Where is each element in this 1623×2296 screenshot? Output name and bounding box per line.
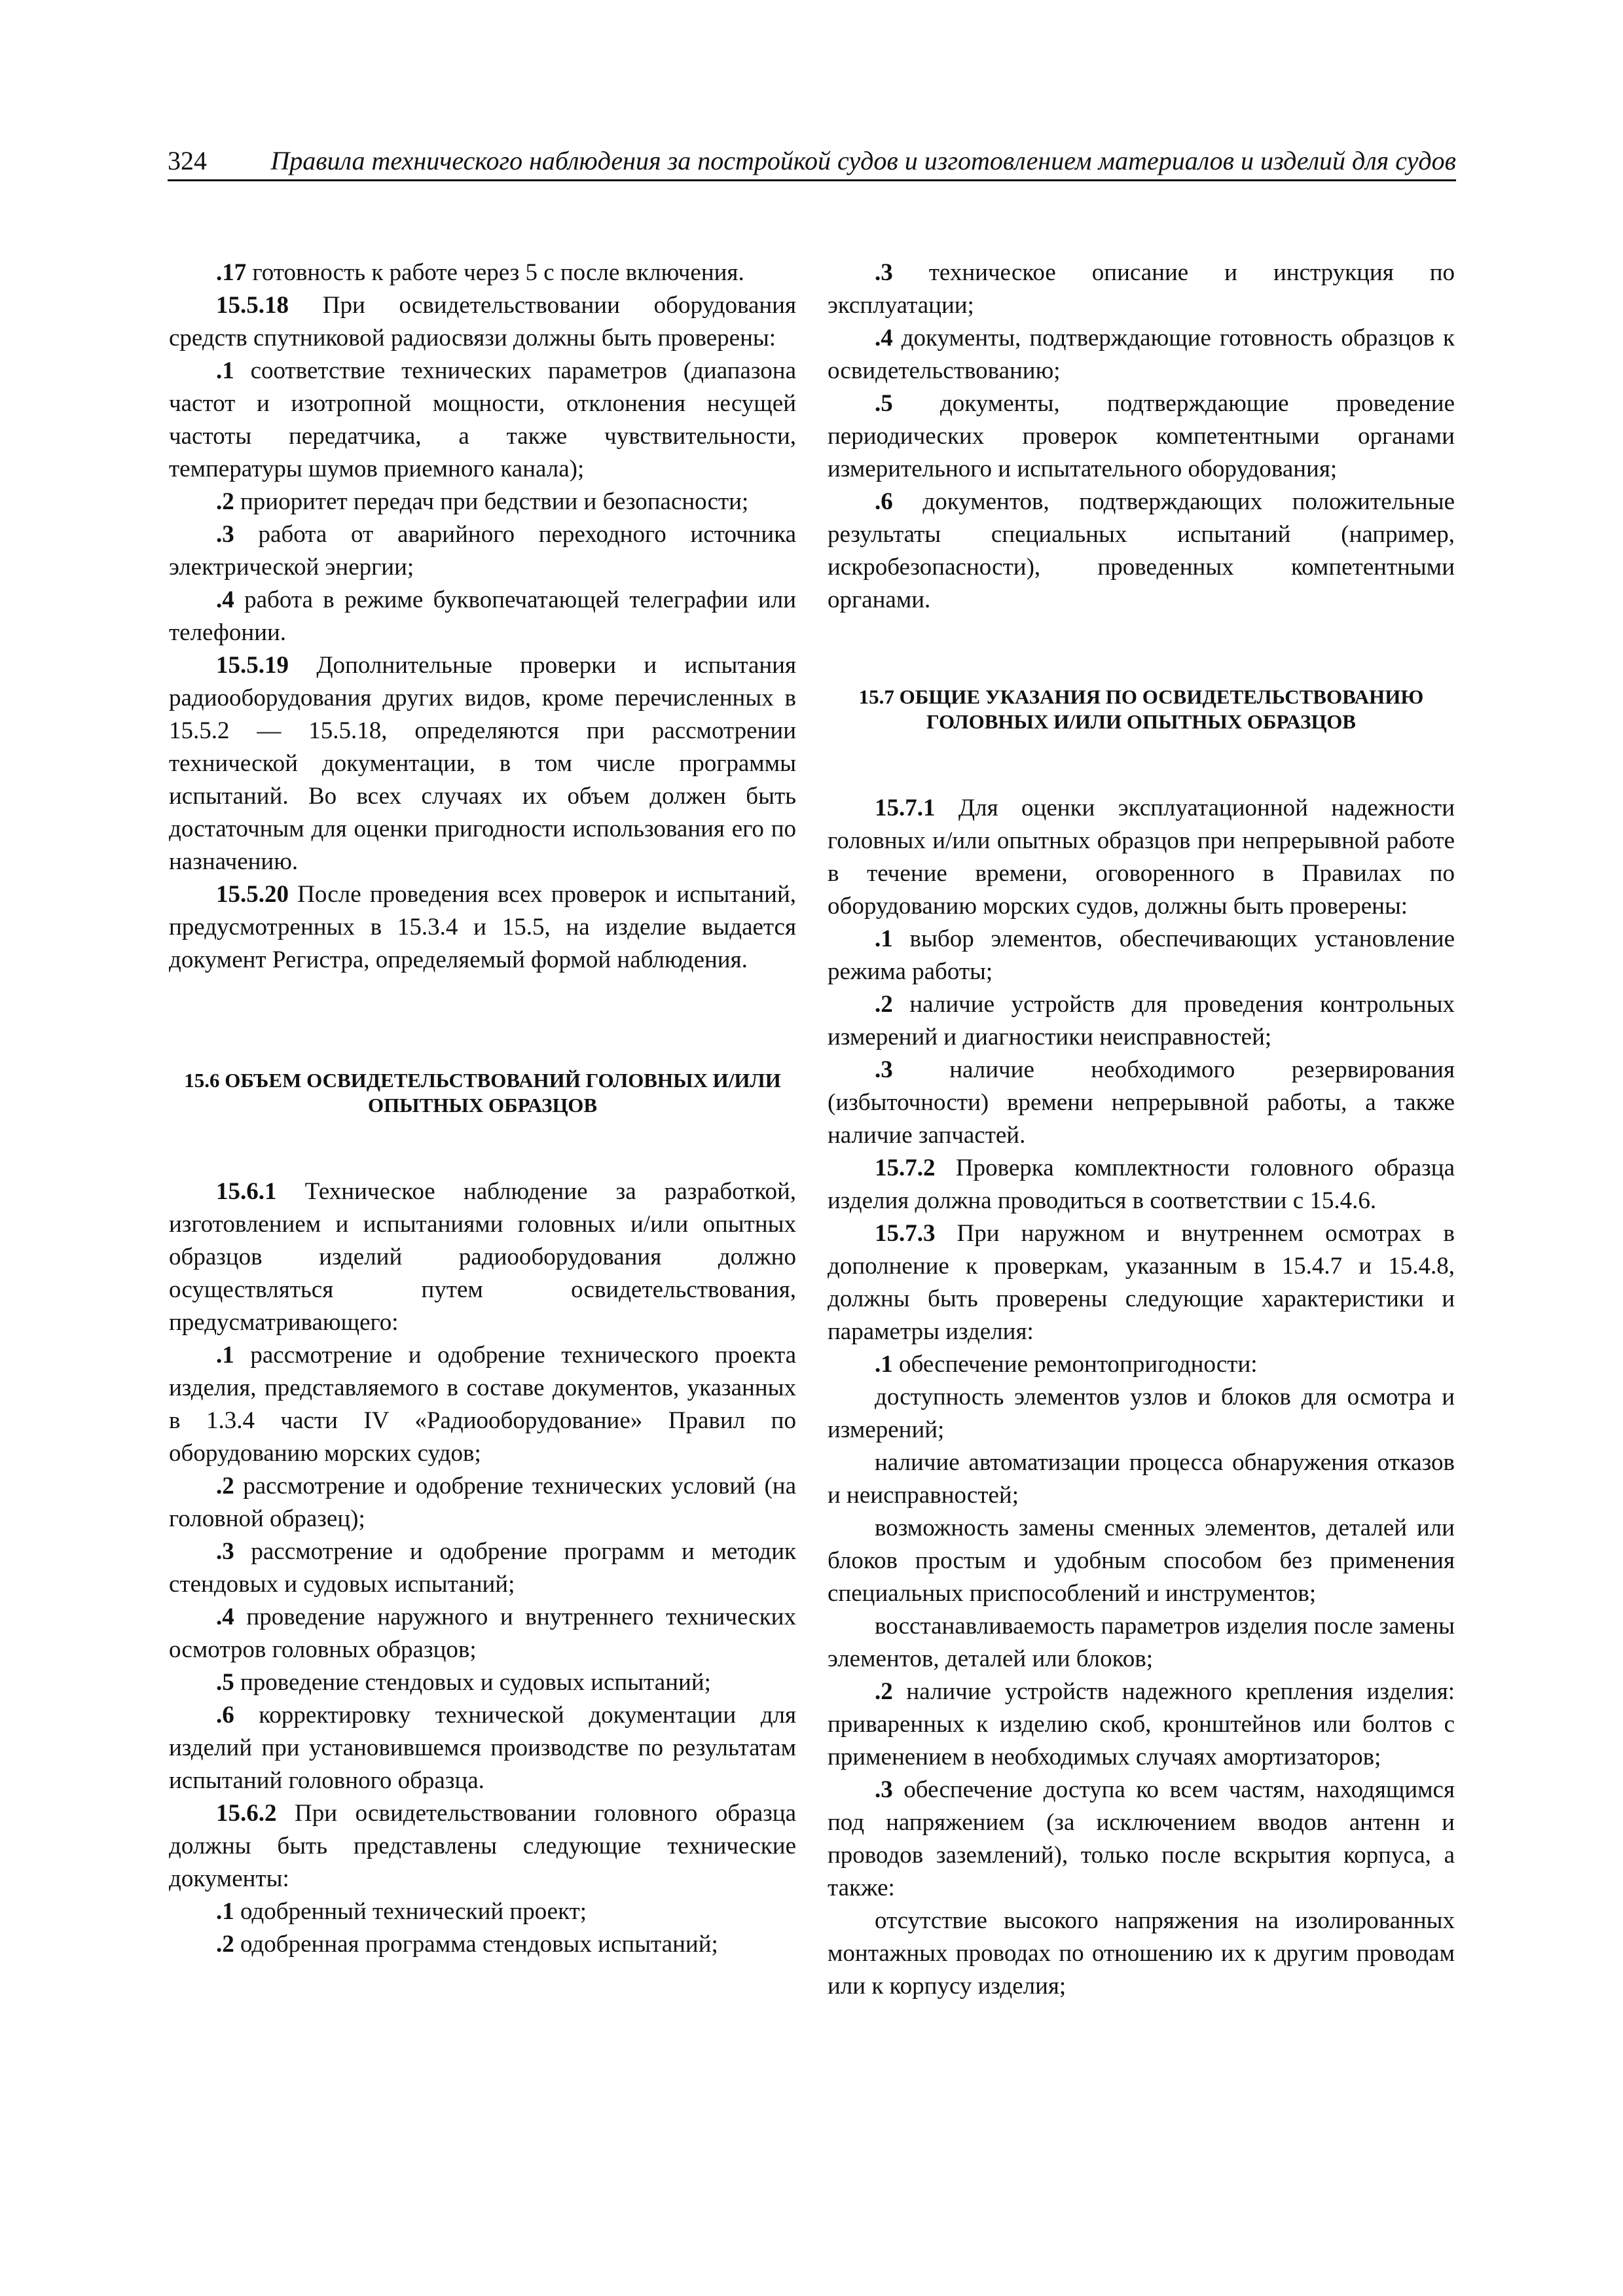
clause-number: 15.7.1: [875, 795, 936, 821]
item-number: .3: [875, 259, 893, 286]
paragraph-text: одобренная программа стендовых испытаний;: [234, 1931, 718, 1958]
section-heading-15-7: 15.7 ОБЩИЕ УКАЗАНИЯ ПО ОСВИДЕТЕЛЬСТВОВАНИЮ ГОЛОВНЫХ И/ИЛИ ОПЫТНЫХ ОБРАЗЦОВ: [858, 685, 1424, 733]
clause-number: 15.5.18: [216, 292, 289, 319]
paragraph: [169, 1699, 796, 1797]
paragraph-text: отсутствие высокого напряжения на изолированных монтажных проводах по отношению их к другим проводам или к корпусу изделия;: [828, 1907, 1455, 2000]
paragraph-text: Техническое наблюдение за разработкой, изготовлением и испытаниями головных и/или опытных образцов изделий радиооборудования должно осуществляться путем освидетельствования, предусматривающего:: [169, 1178, 796, 1336]
paragraph: [828, 486, 1455, 617]
paragraph-text: обеспечение доступа ко всем частям, находящимся под напряжением (за исключением вводов антенн и проводов заземлений), только после вскрытия корпуса, а также:: [828, 1776, 1455, 1901]
item-number: .2: [875, 991, 893, 1018]
paragraph: [169, 1666, 796, 1699]
item-number: .3: [875, 1056, 893, 1083]
paragraph-text: наличие автоматизации процесса обнаружения отказов и неисправностей;: [828, 1449, 1455, 1509]
paragraph: [828, 1054, 1455, 1152]
page-number: 324: [168, 146, 207, 175]
paragraph-text: При освидетельствовании оборудования средств спутниковой радиосвязи должны быть проверены:: [169, 292, 796, 351]
paragraph-text: наличие необходимого резервирования (избыточности) времени непрерывной работы, а также наличие запчастей.: [828, 1056, 1455, 1149]
paragraph-text: документы, подтверждающие проведение периодических проверок компетентными органами измерительного и испытательного оборудования;: [828, 390, 1455, 482]
item-number: .4: [216, 586, 234, 613]
paragraph-text: рассмотрение и одобрение технических условий (на головной образец);: [169, 1473, 796, 1532]
paragraph: [169, 1928, 796, 1961]
paragraph: [828, 923, 1455, 988]
item-number: .2: [216, 1473, 234, 1499]
clause-number: 15.6.1: [216, 1178, 277, 1205]
paragraph: [169, 257, 796, 289]
paragraph: [169, 1601, 796, 1666]
paragraph-text: рассмотрение и одобрение программ и методик стендовых и судовых испытаний;: [169, 1538, 796, 1598]
clause-number: 15.5.20: [216, 881, 289, 908]
paragraph: [828, 257, 1455, 322]
paragraph: [169, 1175, 796, 1339]
paragraph: [828, 1905, 1455, 2003]
paragraph-text: проведение наружного и внутреннего технических осмотров головных образцов;: [169, 1604, 796, 1663]
item-number: .3: [216, 1538, 234, 1565]
paragraph: [169, 1895, 796, 1928]
paragraph-text: документы, подтверждающие готовность образцов к освидетельствованию;: [828, 325, 1455, 384]
item-number: .2: [216, 488, 234, 515]
paragraph-text: Для оценки эксплуатационной надежности головных и/или опытных образцов при непрерывной работе в течение времени, оговоренного в Правилах по оборудованию морских судов, должны быть проверены:: [828, 795, 1455, 920]
paragraph-text: Проверка комплектности головного образца изделия должна проводиться в соответствии с 15.4.6.: [828, 1155, 1455, 1214]
paragraph: [169, 486, 796, 518]
item-number: .1: [216, 357, 234, 384]
running-title: Правила технического наблюдения за постройкой судов и изготовлением материалов и изделий для судов: [270, 146, 1456, 175]
left-column: [169, 257, 796, 1961]
paragraph-text: работа в режиме буквопечатающей телеграфии или телефонии.: [169, 586, 796, 646]
paragraph-text: проведение стендовых и судовых испытаний;: [234, 1669, 711, 1696]
paragraph: [169, 649, 796, 878]
paragraph-text: техническое описание и инструкция по эксплуатации;: [828, 259, 1455, 319]
paragraph: [828, 988, 1455, 1054]
item-number: .2: [216, 1931, 234, 1958]
paragraph: [828, 1446, 1455, 1512]
header-rule: [168, 179, 1456, 181]
paragraph: [169, 878, 796, 977]
paragraph-text: При наружном и внутреннем осмотрах в дополнение к проверкам, указанным в 15.4.7 и 15.4.8, должны быть проверены следующие характеристики и параметры изделия:: [828, 1220, 1455, 1345]
paragraph-text: соответствие технических параметров (диапазона частот и изотропной мощности, отклонения несущей частоты передатчика, а также чувствительности, температуры шумов приемного канала);: [169, 357, 796, 482]
paragraph: [828, 1512, 1455, 1610]
paragraph-text: приоритет передач при бедствии и безопасности;: [234, 488, 749, 515]
paragraph: [169, 518, 796, 584]
item-number: .3: [875, 1776, 893, 1803]
paragraph-text: возможность замены сменных элементов, деталей или блоков простым и удобным способом без применения специальных приспособлений и инструментов;: [828, 1515, 1455, 1607]
paragraph-text: После проведения всех проверок и испытаний, предусмотренных в 15.3.4 и 15.5, на изделие выдается документ Регистра, определяемый формой наблюдения.: [169, 881, 796, 973]
paragraph-text: доступность элементов узлов и блоков для осмотра и измерений;: [828, 1384, 1455, 1443]
item-number: .1: [216, 1898, 234, 1925]
item-number: .3: [216, 521, 234, 548]
paragraph-text: документов, подтверждающих положительные результаты специальных испытаний (например, искробезопасности), проведенных компетентными органами.: [828, 488, 1455, 613]
paragraph-text: готовность к работе через 5 с после включения.: [246, 259, 744, 286]
paragraph-text: одобренный технический проект;: [234, 1898, 587, 1925]
paragraph: [828, 1348, 1455, 1381]
item-number: .4: [875, 325, 893, 351]
paragraph: [169, 289, 796, 355]
section-heading-15-6: 15.6 ОБЪЕМ ОСВИДЕТЕЛЬСТВОВАНИЙ ГОЛОВНЫХ И/ИЛИ ОПЫТНЫХ ОБРАЗЦОВ: [184, 1069, 781, 1117]
paragraph: [169, 1797, 796, 1895]
paragraph-text: восстанавливаемость параметров изделия после замены элементов, деталей или блоков;: [828, 1613, 1455, 1672]
paragraph-text: обеспечение ремонтопригодности:: [892, 1351, 1258, 1378]
item-number: .5: [216, 1669, 234, 1696]
paragraph-text: При освидетельствовании головного образца должны быть представлены следующие технические документы:: [169, 1800, 796, 1892]
paragraph: [828, 1381, 1455, 1446]
clause-number: 15.7.3: [875, 1220, 936, 1247]
clause-number: 15.6.2: [216, 1800, 277, 1827]
item-number: .5: [875, 390, 893, 417]
item-number: .17: [216, 259, 247, 286]
paragraph: [828, 1152, 1455, 1217]
paragraph: [169, 355, 796, 486]
clause-number: 15.7.2: [875, 1155, 936, 1181]
item-number: .6: [216, 1702, 234, 1729]
paragraph-text: работа от аварийного переходного источника электрической энергии;: [169, 521, 796, 581]
paragraph-text: выбор элементов, обеспечивающих установление режима работы;: [828, 925, 1455, 985]
item-number: .4: [216, 1604, 234, 1630]
paragraph: [828, 1217, 1455, 1348]
paragraph: [828, 792, 1455, 923]
paragraph: [169, 1339, 796, 1470]
paragraph: [828, 1774, 1455, 1905]
paragraph-text: наличие устройств для проведения контрольных измерений и диагностики неисправностей;: [828, 991, 1455, 1050]
paragraph-text: рассмотрение и одобрение технического проекта изделия, представляемого в составе документов, указанных в 1.3.4 части IV «Радиооборудование» Правил по оборудованию морских судов;: [169, 1342, 796, 1467]
item-number: .1: [875, 925, 893, 952]
paragraph: [169, 584, 796, 649]
paragraph: [169, 1470, 796, 1535]
right-column: [828, 257, 1455, 2003]
item-number: .6: [875, 488, 893, 515]
paragraph: [169, 1535, 796, 1601]
paragraph: [828, 1610, 1455, 1676]
paragraph-text: корректировку технической документации для изделий при установившемся производстве по результатам испытаний головного образца.: [169, 1702, 796, 1794]
item-number: .1: [216, 1342, 234, 1369]
clause-number: 15.5.19: [216, 652, 289, 679]
paragraph-text: наличие устройств надежного крепления изделия: приваренных к изделию скоб, кронштейнов или болтов с применением в необходимых случаях амортизаторов;: [828, 1678, 1455, 1770]
item-number: .2: [875, 1678, 893, 1705]
item-number: .1: [875, 1351, 893, 1378]
paragraph: [828, 322, 1455, 387]
paragraph-text: Дополнительные проверки и испытания радиооборудования других видов, кроме перечисленных в 15.5.2 — 15.5.18, определяются при рассмотрении технической документации, в том числе программы испытаний. Во всех случаях их объем должен быть достаточным для оценки пригодности использования его по назначению.: [169, 652, 796, 875]
paragraph: [828, 1676, 1455, 1774]
paragraph: [828, 387, 1455, 486]
